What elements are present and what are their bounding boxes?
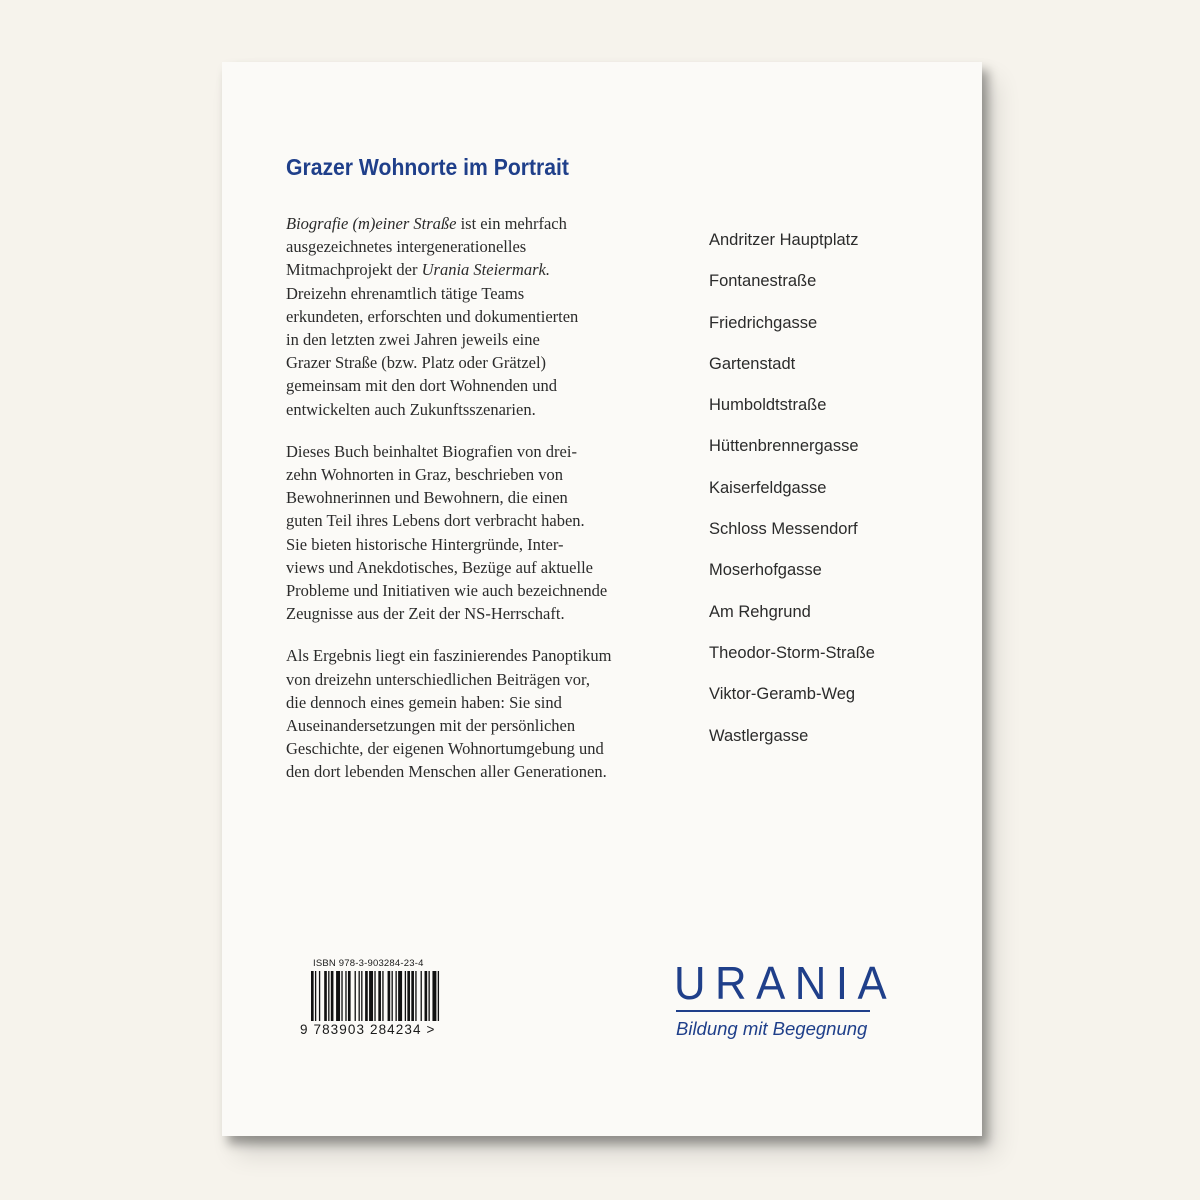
text-line	[286, 212, 656, 235]
street-item: Fontanestraße	[709, 272, 817, 291]
text-line: Sie bieten historische Hintergründe, Inter-	[286, 534, 564, 554]
street-item: Viktor-Geramb-Weg	[709, 685, 856, 704]
text-line: erkundeten, erforschten und dokumentierten	[286, 306, 579, 326]
logo-divider	[676, 1010, 870, 1012]
book-title-italic: Biografie (m)einer Straße	[286, 214, 457, 233]
text-fragment: ist ein mehrfach	[456, 214, 567, 233]
text-line: ausgezeichnetes intergenerationelles	[286, 237, 527, 257]
street-item: Hüttenbrennergasse	[709, 437, 859, 456]
cover-title: Grazer Wohnorte im Portrait	[286, 154, 569, 180]
urania-logo	[674, 957, 897, 1040]
street-item: Kaiserfeldgasse	[709, 478, 827, 497]
text-line	[286, 258, 656, 281]
text-line: entwickelten auch Zukunftsszenarien.	[286, 399, 536, 419]
text-line: Bewohnerinnen und Bewohnern, die einen	[286, 488, 568, 508]
street-item: Friedrichgasse	[709, 313, 818, 332]
text-fragment: Mitmachprojekt der	[286, 260, 422, 280]
text-line: views und Anekdotisches, Bezüge auf aktuelle	[286, 557, 593, 577]
text-line: Probleme und Initiativen wie auch bezeichnende	[286, 581, 608, 601]
street-item: Andritzer Hauptplatz	[709, 231, 859, 249]
isbn-barcode-block	[300, 958, 450, 1037]
isbn-label: ISBN 978-3-903284-23-4	[313, 958, 424, 969]
blurb-paragraph-3	[286, 644, 656, 783]
street-item: Theodor-Storm-Straße	[709, 643, 875, 662]
text-line: Dieses Buch beinhaltet Biografien von drei-	[286, 441, 577, 461]
text-line: den dort lebenden Menschen aller Generationen.	[286, 762, 607, 782]
text-line: Geschichte, der eigenen Wohnortumgebung und	[286, 739, 604, 759]
street-item: Gartenstadt	[709, 354, 796, 373]
text-line: guten Teil ihres Lebens dort verbracht haben.	[286, 511, 585, 531]
text-line: Auseinandersetzungen mit der persönlichen	[286, 716, 576, 736]
street-item: Moserhofgasse	[709, 561, 822, 580]
blurb-paragraph-1	[286, 212, 656, 421]
street-item: Humboldtstraße	[709, 396, 827, 415]
street-item: Schloss Messendorf	[709, 520, 858, 539]
blurb-paragraph-2	[286, 440, 656, 626]
blurb-text	[286, 212, 656, 803]
text-line: die dennoch eines gemein haben: Sie sind	[286, 692, 562, 712]
text-line: zehn Wohnorten in Graz, beschrieben von	[286, 465, 563, 485]
logo-tagline: Bildung mit Begegnung	[676, 1018, 868, 1039]
text-line: Grazer Straße (bzw. Platz oder Grätzel)	[286, 353, 547, 373]
logo-wordmark: URANIA	[674, 957, 897, 1009]
book-back-cover	[222, 62, 982, 1136]
text-line: Zeugnisse aus der Zeit der NS-Herrschaft.	[286, 604, 565, 624]
text-line: in den letzten zwei Jahren jeweils eine	[286, 330, 540, 350]
barcode-icon	[310, 971, 442, 1021]
isbn-digits: 9 783903 284234 >	[300, 1022, 436, 1037]
text-line: von dreizehn unterschiedlichen Beiträgen vor,	[286, 669, 591, 689]
street-item: Wastlergasse	[709, 726, 809, 745]
organization-italic: Urania Steiermark.	[421, 260, 550, 280]
text-line: gemeinsam mit den dort Wohnenden und	[286, 376, 558, 396]
text-line: Dreizehn ehrenamtlich tätige Teams	[286, 283, 525, 303]
street-item: Am Rehgrund	[709, 602, 811, 621]
street-list	[709, 228, 875, 765]
text-line: Als Ergebnis liegt ein faszinierendes Panoptikum	[286, 646, 612, 666]
